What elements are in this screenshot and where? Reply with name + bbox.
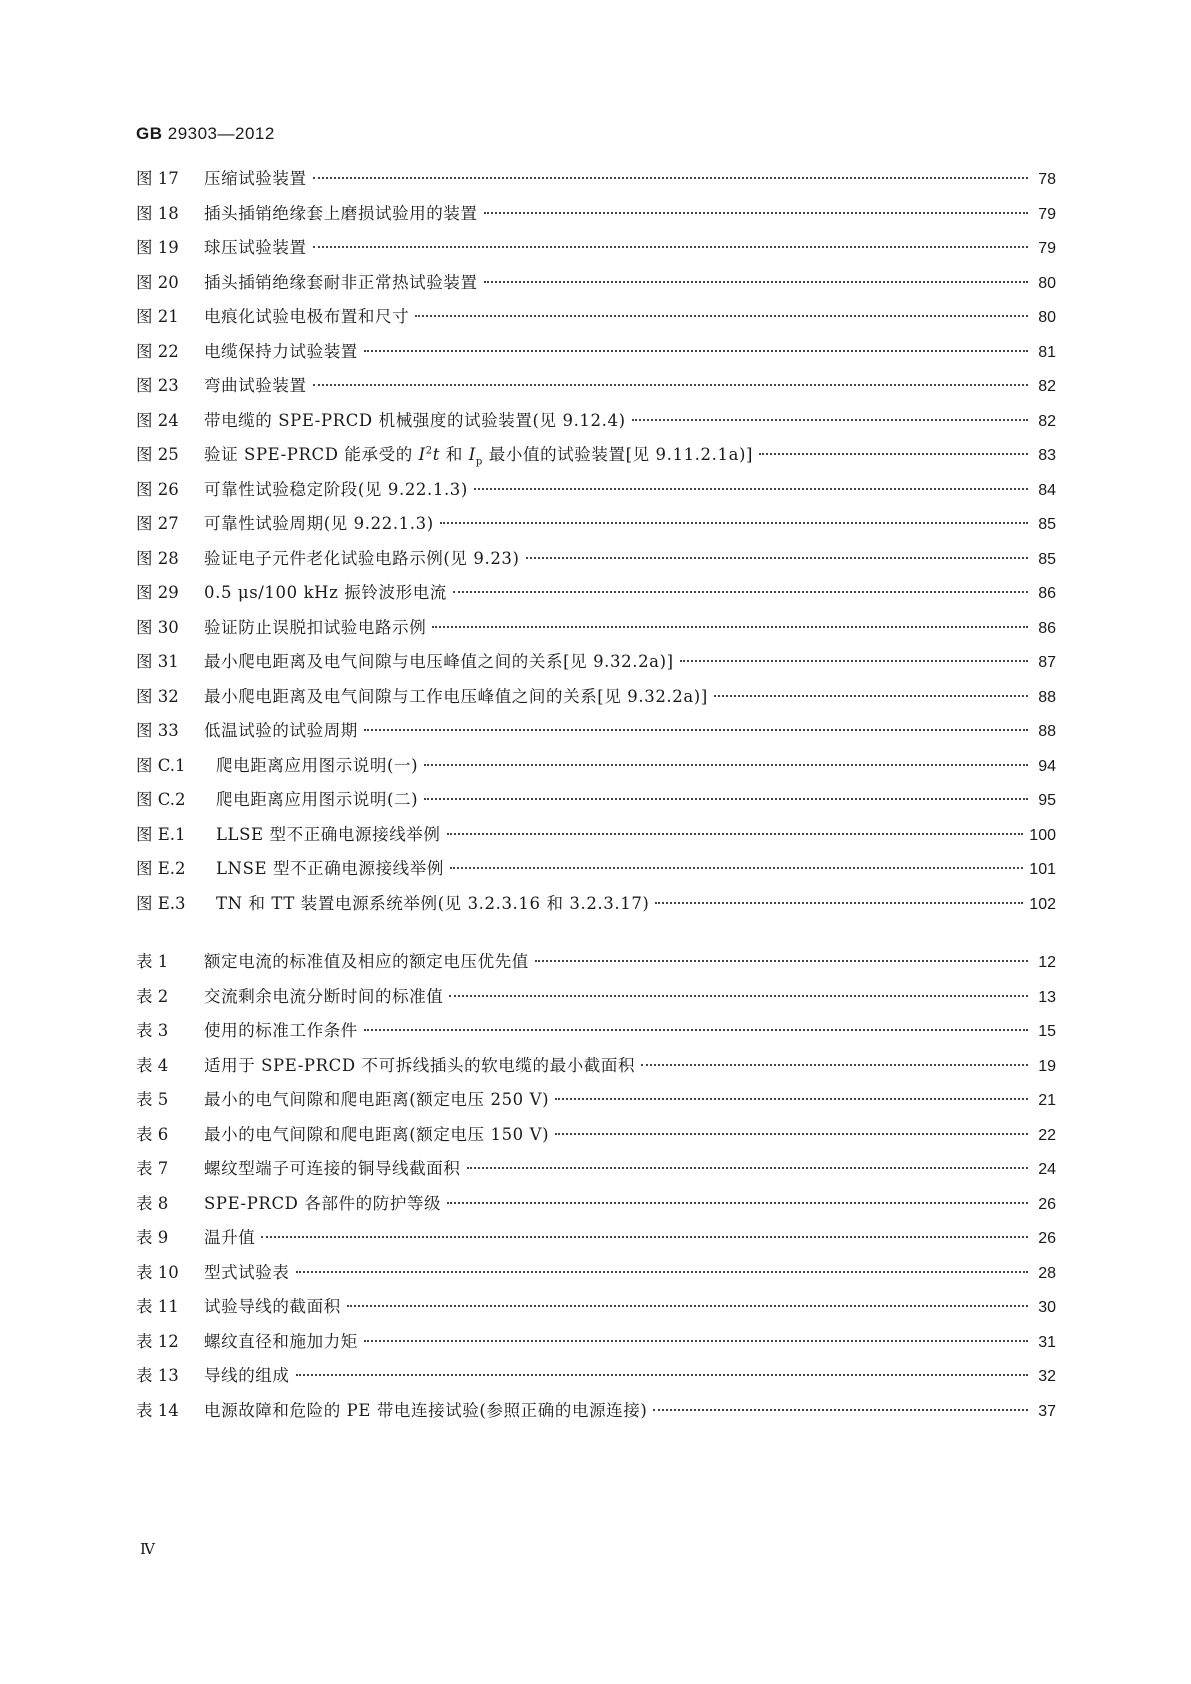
entry-number: 图 18 <box>136 203 179 223</box>
title-part: 和 <box>439 445 469 464</box>
leader-dots <box>449 995 1028 997</box>
title-part: 最小值的试验装置[见 9.11.2.1a)] <box>482 445 754 464</box>
entry-title: 弯曲试验装置 <box>204 376 307 395</box>
toc-entry[interactable] <box>136 373 1056 399</box>
leader-dots <box>653 1409 1028 1411</box>
toc-entry[interactable] <box>136 949 1056 975</box>
entry-number: 表 5 <box>136 1090 169 1109</box>
entry-title: 适用于 SPE-PRCD 不可拆线插头的软电缆的最小截面积 <box>204 1055 636 1075</box>
toc-entry[interactable] <box>136 235 1056 261</box>
entry-page: 88 <box>1038 688 1056 706</box>
entry-page: 79 <box>1038 205 1056 223</box>
leader-dots <box>467 1167 1029 1169</box>
leader-dots <box>680 660 1028 662</box>
toc-entry[interactable] <box>136 1260 1056 1286</box>
entry-number: 表 2 <box>136 986 169 1006</box>
leader-dots <box>759 453 1028 455</box>
entry-title: SPE-PRCD 各部件的防护等级 <box>204 1193 442 1213</box>
entry-number: 图 19 <box>136 238 179 257</box>
title-part: 验证 SPE-PRCD 能承受的 <box>204 445 419 464</box>
leader-dots <box>261 1236 1028 1238</box>
entry-page: 102 <box>1029 895 1056 913</box>
entry-title: 最小的电气间隙和爬电距离(额定电压 150 V) <box>204 1124 550 1144</box>
entry-number: 表 13 <box>136 1366 179 1385</box>
leader-dots <box>535 960 1028 962</box>
leader-dots <box>296 1374 1029 1376</box>
entry-title: 插头插销绝缘套耐非正常热试验装置 <box>204 272 478 292</box>
entry-title: 试验导线的截面积 <box>204 1297 341 1316</box>
entry-title: LLSE 型不正确电源接线举例 <box>216 824 441 844</box>
toc-entry[interactable] <box>136 822 1056 848</box>
entry-number: 图 17 <box>136 169 179 188</box>
entry-title: 螺纹型端子可连接的铜导线截面积 <box>204 1159 461 1178</box>
toc-entry[interactable] <box>136 753 1056 779</box>
entry-number: 图 E.2 <box>136 859 186 878</box>
entry-title: 球压试验装置 <box>204 238 307 257</box>
toc-entry[interactable] <box>136 270 1056 296</box>
toc-entry[interactable] <box>136 339 1056 365</box>
entry-number: 表 9 <box>136 1228 169 1247</box>
entry-number: 图 27 <box>136 514 179 533</box>
entry-title: 低温试验的试验周期 <box>204 721 358 740</box>
toc-entry[interactable] <box>136 1053 1056 1079</box>
entry-title: 可靠性试验稳定阶段(见 9.22.1.3) <box>204 479 468 499</box>
entry-number: 表 10 <box>136 1262 179 1282</box>
toc-entry[interactable] <box>136 546 1056 572</box>
entry-number: 表 8 <box>136 1193 169 1213</box>
toc-entry[interactable] <box>136 408 1056 434</box>
leader-dots <box>313 384 1028 386</box>
entry-page: 95 <box>1038 792 1056 809</box>
entry-page: 82 <box>1038 412 1056 430</box>
toc-entry[interactable] <box>136 718 1056 744</box>
toc-entry[interactable] <box>136 649 1056 675</box>
entry-title: 电源故障和危险的 PE 带电连接试验(参照正确的电源连接) <box>204 1400 648 1420</box>
entry-page: 15 <box>1038 1023 1056 1040</box>
entry-page: 22 <box>1038 1126 1056 1144</box>
entry-number: 表 12 <box>136 1331 179 1351</box>
entry-number: 图 29 <box>136 583 179 602</box>
toc-entry[interactable] <box>136 442 1056 468</box>
entry-number: 图 30 <box>136 617 179 637</box>
entry-number: 图 20 <box>136 272 179 292</box>
leader-dots <box>474 488 1028 490</box>
entry-title: 压缩试验装置 <box>204 169 307 188</box>
entry-number: 图 E.3 <box>136 893 186 913</box>
toc-entry[interactable] <box>136 1329 1056 1355</box>
entry-page: 81 <box>1038 343 1056 361</box>
leader-dots <box>484 212 1028 214</box>
entry-title: 额定电流的标准值及相应的额定电压优先值 <box>204 952 529 971</box>
entry-page: 94 <box>1038 757 1056 775</box>
entry-title: 验证电子元件老化试验电路示例(见 9.23) <box>204 548 520 568</box>
entry-title: 最小的电气间隙和爬电距离(额定电压 250 V) <box>204 1090 550 1109</box>
toc-entry[interactable] <box>136 1225 1056 1251</box>
superscript: 2 <box>425 445 433 457</box>
entry-title: 验证防止误脱扣试验电路示例 <box>204 617 427 637</box>
leader-dots <box>424 798 1028 800</box>
leader-dots <box>641 1064 1028 1066</box>
entry-title: 温升值 <box>204 1228 256 1247</box>
entry-title: 最小爬电距离及电气间隙与电压峰值之间的关系[见 9.32.2a)] <box>204 652 674 671</box>
leader-dots <box>484 281 1028 283</box>
entry-page: 85 <box>1038 550 1056 568</box>
leader-dots <box>440 522 1028 524</box>
entry-title: 插头插销绝缘套上磨损试验用的装置 <box>204 203 478 223</box>
entry-number: 表 1 <box>136 952 169 971</box>
entry-page: 26 <box>1038 1230 1056 1247</box>
toc-entry[interactable] <box>136 1156 1056 1182</box>
entry-page: 84 <box>1038 481 1056 499</box>
entry-page: 80 <box>1038 309 1056 326</box>
subscript: p <box>475 456 483 468</box>
toc-entry[interactable] <box>136 684 1056 710</box>
leader-dots <box>347 1305 1028 1307</box>
entry-page: 12 <box>1038 954 1056 971</box>
leader-dots <box>447 1202 1028 1204</box>
standard-number: 29303—2012 <box>167 124 275 143</box>
toc-entry[interactable] <box>136 511 1056 537</box>
entry-page: 80 <box>1038 274 1056 292</box>
entry-number: 图 28 <box>136 548 179 568</box>
leader-dots <box>453 591 1028 593</box>
entry-page: 21 <box>1038 1092 1056 1109</box>
entry-number: 图 31 <box>136 652 179 671</box>
toc-entry[interactable] <box>136 477 1056 503</box>
entry-number: 表 6 <box>136 1124 169 1144</box>
entry-number: 图 25 <box>136 445 179 464</box>
entry-title: 最小爬电距离及电气间隙与工作电压峰值之间的关系[见 9.32.2a)] <box>204 686 708 706</box>
leader-dots <box>364 1340 1028 1342</box>
entry-title: TN 和 TT 装置电源系统举例(见 3.2.3.16 和 3.2.3.17) <box>216 893 650 913</box>
entry-title: 带电缆的 SPE-PRCD 机械强度的试验装置(见 9.12.4) <box>204 410 626 430</box>
entry-number: 图 26 <box>136 479 179 499</box>
entry-page: 79 <box>1038 240 1056 257</box>
leader-dots <box>364 729 1028 731</box>
leader-dots <box>555 1133 1028 1135</box>
leader-dots <box>632 419 1028 421</box>
entry-title: 电痕化试验电极布置和尺寸 <box>204 307 410 326</box>
entry-page: 37 <box>1038 1402 1056 1420</box>
entry-number: 图 C.2 <box>136 790 186 809</box>
toc-entry[interactable] <box>136 1018 1056 1044</box>
entry-page: 86 <box>1038 585 1056 602</box>
toc-entry[interactable] <box>136 891 1056 917</box>
entry-title: 爬电距离应用图示说明(一) <box>216 755 419 775</box>
entry-title: 螺纹直径和施加力矩 <box>204 1331 358 1351</box>
leader-dots <box>296 1271 1029 1273</box>
entry-page: 86 <box>1038 619 1056 637</box>
toc-entry[interactable] <box>136 615 1056 641</box>
leader-dots <box>526 557 1028 559</box>
leader-dots <box>313 246 1028 248</box>
leader-dots <box>450 867 1023 869</box>
entry-number: 图 23 <box>136 376 179 395</box>
toc-entry[interactable] <box>136 1087 1056 1113</box>
entry-number: 图 32 <box>136 686 179 706</box>
entry-number: 表 3 <box>136 1021 169 1040</box>
leader-dots <box>447 833 1024 835</box>
entry-page: 85 <box>1038 516 1056 533</box>
entry-title: 0.5 μs/100 kHz 振铃波形电流 <box>204 583 447 602</box>
entry-page: 83 <box>1038 447 1056 464</box>
symbol-peak-current: I <box>468 445 476 464</box>
leader-dots <box>655 902 1023 904</box>
entry-page: 13 <box>1038 988 1056 1006</box>
entry-title: 型式试验表 <box>204 1262 290 1282</box>
toc-entry[interactable] <box>136 1398 1056 1424</box>
entry-page: 87 <box>1038 654 1056 671</box>
toc-entry[interactable] <box>136 304 1056 330</box>
entry-page: 88 <box>1038 723 1056 740</box>
leader-dots <box>424 764 1028 766</box>
entry-page: 26 <box>1038 1195 1056 1213</box>
entry-page: 24 <box>1038 1161 1056 1178</box>
toc-entry[interactable] <box>136 166 1056 192</box>
entry-page: 82 <box>1038 378 1056 395</box>
entry-number: 表 11 <box>136 1297 179 1316</box>
entry-title: LNSE 型不正确电源接线举例 <box>216 859 444 878</box>
toc-entry[interactable] <box>136 1191 1056 1217</box>
entry-page: 31 <box>1038 1333 1056 1351</box>
toc-entry[interactable] <box>136 787 1056 813</box>
entry-number: 图 33 <box>136 721 179 740</box>
entry-number: 表 4 <box>136 1055 169 1075</box>
entry-page: 32 <box>1038 1368 1056 1385</box>
entry-title: 可靠性试验周期(见 9.22.1.3) <box>204 514 434 533</box>
page-number: Ⅳ <box>140 1542 155 1558</box>
entry-number: 图 E.1 <box>136 824 186 844</box>
leader-dots <box>364 350 1028 352</box>
symbol-time: t <box>432 445 440 464</box>
toc-entry[interactable] <box>136 580 1056 606</box>
entry-page: 100 <box>1029 826 1056 844</box>
entry-number: 图 24 <box>136 410 179 430</box>
entry-page: 30 <box>1038 1299 1056 1316</box>
leader-dots <box>364 1029 1028 1031</box>
toc-entry[interactable] <box>136 856 1056 882</box>
entry-page: 28 <box>1038 1264 1056 1282</box>
toc-entry[interactable] <box>136 984 1056 1010</box>
leader-dots <box>415 315 1028 317</box>
entry-number: 图 21 <box>136 307 179 326</box>
leader-dots <box>714 695 1028 697</box>
standard-prefix: GB <box>136 124 163 143</box>
entry-number: 表 14 <box>136 1400 179 1420</box>
entry-number: 图 C.1 <box>136 755 186 775</box>
leader-dots <box>555 1098 1028 1100</box>
entry-page: 78 <box>1038 171 1056 188</box>
document-header <box>136 124 275 144</box>
symbol-current: I <box>418 445 426 464</box>
entry-title: 使用的标准工作条件 <box>204 1021 358 1040</box>
entry-number: 图 22 <box>136 341 179 361</box>
leader-dots <box>432 626 1028 628</box>
toc-entry[interactable] <box>136 201 1056 227</box>
entry-title: 爬电距离应用图示说明(二) <box>216 790 419 809</box>
toc-entry[interactable] <box>136 1122 1056 1148</box>
entry-title <box>204 442 753 468</box>
entry-title: 交流剩余电流分断时间的标准值 <box>204 986 444 1006</box>
toc-entry[interactable] <box>136 1363 1056 1389</box>
entry-number: 表 7 <box>136 1159 169 1178</box>
entry-page: 101 <box>1029 861 1056 878</box>
entry-title: 导线的组成 <box>204 1366 290 1385</box>
leader-dots <box>313 177 1028 179</box>
entry-title: 电缆保持力试验装置 <box>204 341 358 361</box>
toc-entry[interactable] <box>136 1294 1056 1320</box>
entry-page: 19 <box>1038 1057 1056 1075</box>
